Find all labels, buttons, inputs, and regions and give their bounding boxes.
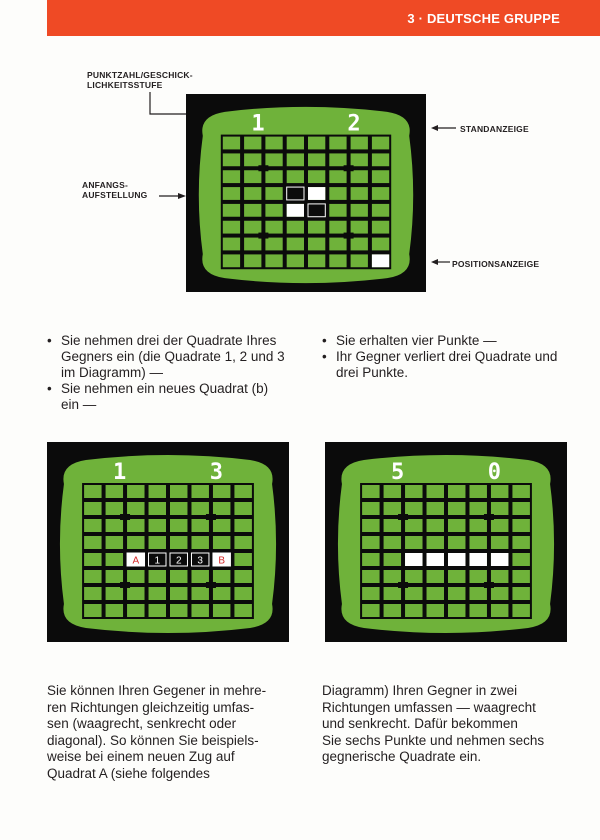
game-screen-top — [186, 94, 426, 292]
board-cell — [265, 204, 282, 217]
board-cell — [384, 553, 401, 566]
board-cell — [244, 170, 261, 183]
board-cell — [84, 485, 101, 498]
board-marker — [206, 582, 216, 588]
board-cell — [372, 238, 389, 251]
start-arrow-head — [178, 193, 186, 199]
board-cell — [84, 519, 101, 532]
square-label: 1 — [154, 555, 161, 567]
board-cell — [491, 536, 508, 549]
callout-position-label: POSITIONSANZEIGE — [452, 259, 540, 269]
board-cell — [244, 204, 261, 217]
board-cell — [362, 553, 379, 566]
board-cell — [469, 485, 486, 498]
board-cell — [362, 502, 379, 515]
paragraph-right: Diagramm) Ihren Gegner in zwei Richtungen umfassen — waagrecht und senkrecht. Dafür bekommen Sie sechs Punkte und nehmen sechs gegnerische Quadrate ein. — [322, 683, 545, 764]
board-cell — [372, 153, 389, 166]
board-cell — [448, 536, 465, 549]
board-cell — [234, 604, 251, 617]
board-cell — [191, 604, 208, 617]
board-cell — [427, 587, 444, 600]
bullet-item: • Sie nehmen ein neues Quadrat (b) ein — — [47, 381, 287, 413]
board-cell — [244, 137, 261, 150]
board-cell — [384, 519, 401, 532]
board-cell — [84, 536, 101, 549]
board-cell — [191, 485, 208, 498]
white-square — [287, 204, 304, 217]
white-square — [448, 553, 465, 566]
board-cell — [149, 536, 166, 549]
score-display: 1 — [251, 111, 265, 137]
board-cell — [213, 570, 230, 583]
board-cell — [384, 604, 401, 617]
board-cell — [308, 254, 325, 267]
board-cell — [213, 485, 230, 498]
callout-standings-label: STANDANZEIGE — [460, 124, 529, 134]
board-cell — [512, 502, 529, 515]
board-cell — [244, 254, 261, 267]
board-cell — [384, 570, 401, 583]
board-cell — [191, 587, 208, 600]
board-cell — [106, 604, 123, 617]
white-square — [405, 553, 422, 566]
board-cell — [362, 519, 379, 532]
board-cell — [329, 238, 346, 251]
board-cell — [106, 502, 123, 515]
board-cell — [351, 238, 368, 251]
board-cell — [191, 519, 208, 532]
board-cell — [223, 170, 240, 183]
board-cell — [106, 553, 123, 566]
board-cell — [405, 604, 422, 617]
board-cell — [191, 502, 208, 515]
board-cell — [469, 587, 486, 600]
board-cell — [234, 536, 251, 549]
board-cell — [351, 221, 368, 234]
board-cell — [127, 536, 144, 549]
board-marker — [258, 233, 268, 239]
board-cell — [362, 587, 379, 600]
board-cell — [384, 502, 401, 515]
board-cell — [106, 536, 123, 549]
score-display: 5 — [390, 460, 405, 485]
board-cell — [106, 519, 123, 532]
board-cell — [512, 570, 529, 583]
board-cell — [512, 536, 529, 549]
board-cell — [308, 221, 325, 234]
board-marker — [258, 165, 268, 171]
board-cell — [372, 187, 389, 200]
board-cell — [170, 502, 187, 515]
board-cell — [191, 536, 208, 549]
score-display: 3 — [209, 460, 224, 485]
board-cell — [106, 485, 123, 498]
screen-svg — [186, 94, 426, 292]
board-cell — [329, 170, 346, 183]
board-marker — [120, 582, 130, 588]
board-cell — [512, 587, 529, 600]
board-cell — [213, 519, 230, 532]
board-cell — [448, 502, 465, 515]
board-cell — [512, 553, 529, 566]
board-cell — [244, 153, 261, 166]
board-cell — [512, 519, 529, 532]
board-cell — [427, 570, 444, 583]
white-square — [469, 553, 486, 566]
square-label: B — [218, 555, 226, 567]
board-cell — [405, 485, 422, 498]
section-title: 3 · DEUTSCHE GRUPPE — [407, 11, 560, 26]
board-cell — [149, 587, 166, 600]
board-cell — [329, 221, 346, 234]
board-cell — [448, 604, 465, 617]
board-cell — [287, 254, 304, 267]
board-cell — [234, 502, 251, 515]
game-screen-bottom-left — [47, 442, 289, 642]
board-cell — [223, 153, 240, 166]
board-marker — [398, 514, 408, 520]
board-marker — [344, 233, 354, 239]
board-cell — [170, 485, 187, 498]
board-cell — [223, 221, 240, 234]
board-cell — [127, 519, 144, 532]
board-cell — [127, 502, 144, 515]
board-cell — [372, 221, 389, 234]
board-cell — [234, 519, 251, 532]
board-cell — [384, 587, 401, 600]
board-cell — [469, 604, 486, 617]
board-cell — [287, 137, 304, 150]
board-cell — [149, 519, 166, 532]
board-cell — [384, 536, 401, 549]
board-cell — [265, 238, 282, 251]
bullet-item: • Sie erhalten vier Punkte — — [322, 333, 572, 349]
board-cell — [287, 153, 304, 166]
board-cell — [469, 536, 486, 549]
board-cell — [106, 570, 123, 583]
square-label: A — [132, 555, 140, 567]
screen-svg — [325, 442, 567, 642]
board-cell — [84, 587, 101, 600]
board-marker — [206, 514, 216, 520]
board-cell — [308, 153, 325, 166]
board-cell — [223, 254, 240, 267]
board-cell — [427, 604, 444, 617]
square-label: 3 — [197, 555, 203, 567]
board-cell — [351, 254, 368, 267]
board-cell — [427, 536, 444, 549]
board-cell — [265, 153, 282, 166]
board-cell — [405, 519, 422, 532]
score-display: 0 — [487, 460, 502, 485]
board-cell — [223, 238, 240, 251]
board-cell — [265, 137, 282, 150]
board-cell — [170, 536, 187, 549]
board-cell — [265, 187, 282, 200]
board-cell — [223, 204, 240, 217]
board-cell — [491, 570, 508, 583]
callout-start-label: ANFANGS- AUFSTELLUNG — [82, 180, 148, 200]
board-cell — [127, 604, 144, 617]
board-cell — [372, 204, 389, 217]
board-cell — [351, 153, 368, 166]
board-cell — [84, 553, 101, 566]
board-cell — [405, 502, 422, 515]
board-marker — [344, 165, 354, 171]
board-marker — [120, 514, 130, 520]
board-cell — [84, 502, 101, 515]
board-cell — [469, 519, 486, 532]
bullet-item: • Ihr Gegner verliert drei Quadrate und drei Punkte. — [322, 349, 572, 381]
board-cell — [362, 536, 379, 549]
white-square — [427, 553, 444, 566]
black-square — [287, 187, 304, 200]
board-cell — [491, 502, 508, 515]
board-cell — [491, 519, 508, 532]
board-cell — [213, 536, 230, 549]
board-cell — [223, 137, 240, 150]
board-cell — [287, 238, 304, 251]
board-cell — [234, 485, 251, 498]
board-cell — [213, 587, 230, 600]
bullet-list-right — [322, 333, 572, 381]
board-cell — [329, 153, 346, 166]
board-cell — [308, 170, 325, 183]
board-cell — [491, 604, 508, 617]
white-square — [372, 254, 389, 267]
board-cell — [191, 570, 208, 583]
board-cell — [149, 502, 166, 515]
board-cell — [448, 519, 465, 532]
board-cell — [149, 485, 166, 498]
board-cell — [234, 587, 251, 600]
board-cell — [234, 553, 251, 566]
board-cell — [244, 187, 261, 200]
board-marker — [484, 514, 494, 520]
board-cell — [512, 604, 529, 617]
board-cell — [170, 604, 187, 617]
board-cell — [265, 254, 282, 267]
board-cell — [213, 502, 230, 515]
board-cell — [287, 221, 304, 234]
board-cell — [351, 204, 368, 217]
board-cell — [469, 570, 486, 583]
board-cell — [329, 254, 346, 267]
board-cell — [448, 485, 465, 498]
board-cell — [362, 604, 379, 617]
board-cell — [265, 221, 282, 234]
board-cell — [127, 485, 144, 498]
board-cell — [362, 570, 379, 583]
square-label: 2 — [175, 555, 182, 567]
board-cell — [427, 519, 444, 532]
bullet-list-left — [47, 333, 287, 413]
board-cell — [244, 238, 261, 251]
board-cell — [308, 137, 325, 150]
board-cell — [351, 170, 368, 183]
board-cell — [448, 570, 465, 583]
board-marker — [484, 582, 494, 588]
board-cell — [469, 502, 486, 515]
position-arrow-head — [431, 259, 438, 265]
board-cell — [170, 519, 187, 532]
board-cell — [362, 485, 379, 498]
board-cell — [351, 137, 368, 150]
board-cell — [329, 137, 346, 150]
score-arrow-line — [150, 92, 186, 114]
score-display: 2 — [347, 111, 361, 137]
board-cell — [213, 604, 230, 617]
board-cell — [149, 570, 166, 583]
board-cell — [287, 170, 304, 183]
board-cell — [265, 170, 282, 183]
board-cell — [329, 204, 346, 217]
board-cell — [106, 587, 123, 600]
board-cell — [491, 587, 508, 600]
callout-score-label: PUNKTZAHL/GESCHICK- LICHKEITSSTUFE — [87, 70, 193, 90]
board-cell — [329, 187, 346, 200]
board-cell — [405, 536, 422, 549]
board-cell — [170, 587, 187, 600]
board-cell — [448, 587, 465, 600]
board-cell — [234, 570, 251, 583]
white-square — [308, 187, 325, 200]
board-cell — [427, 485, 444, 498]
board-cell — [84, 604, 101, 617]
board-cell — [372, 170, 389, 183]
game-screen-bottom-right — [325, 442, 567, 642]
board-cell — [170, 570, 187, 583]
board-cell — [149, 604, 166, 617]
score-display: 1 — [112, 460, 127, 485]
board-cell — [384, 485, 401, 498]
board-marker — [398, 582, 408, 588]
board-cell — [127, 587, 144, 600]
board-cell — [427, 502, 444, 515]
black-square — [308, 204, 325, 217]
board-cell — [308, 238, 325, 251]
board-cell — [351, 187, 368, 200]
board-cell — [405, 587, 422, 600]
paragraph-left: Sie können Ihren Gegener in mehre- ren Richtungen gleichzeitig umfas- sen (waagrecht, senkrecht oder diagonal). So können Sie beispiels- weise bei einem neuen Zug auf Quadrat A (siehe folgendes — [47, 683, 267, 781]
board-cell — [491, 485, 508, 498]
board-cell — [223, 187, 240, 200]
board-cell — [244, 221, 261, 234]
standings-arrow-head — [431, 125, 438, 131]
board-cell — [372, 137, 389, 150]
board-cell — [512, 485, 529, 498]
board-cell — [405, 570, 422, 583]
white-square — [491, 553, 508, 566]
screen-svg — [47, 442, 289, 642]
bullet-item: • Sie nehmen drei der Quadrate Ihres Gegners ein (die Quadrate 1, 2 und 3 im Diagramm) — — [47, 333, 287, 381]
board-cell — [84, 570, 101, 583]
board-cell — [127, 570, 144, 583]
